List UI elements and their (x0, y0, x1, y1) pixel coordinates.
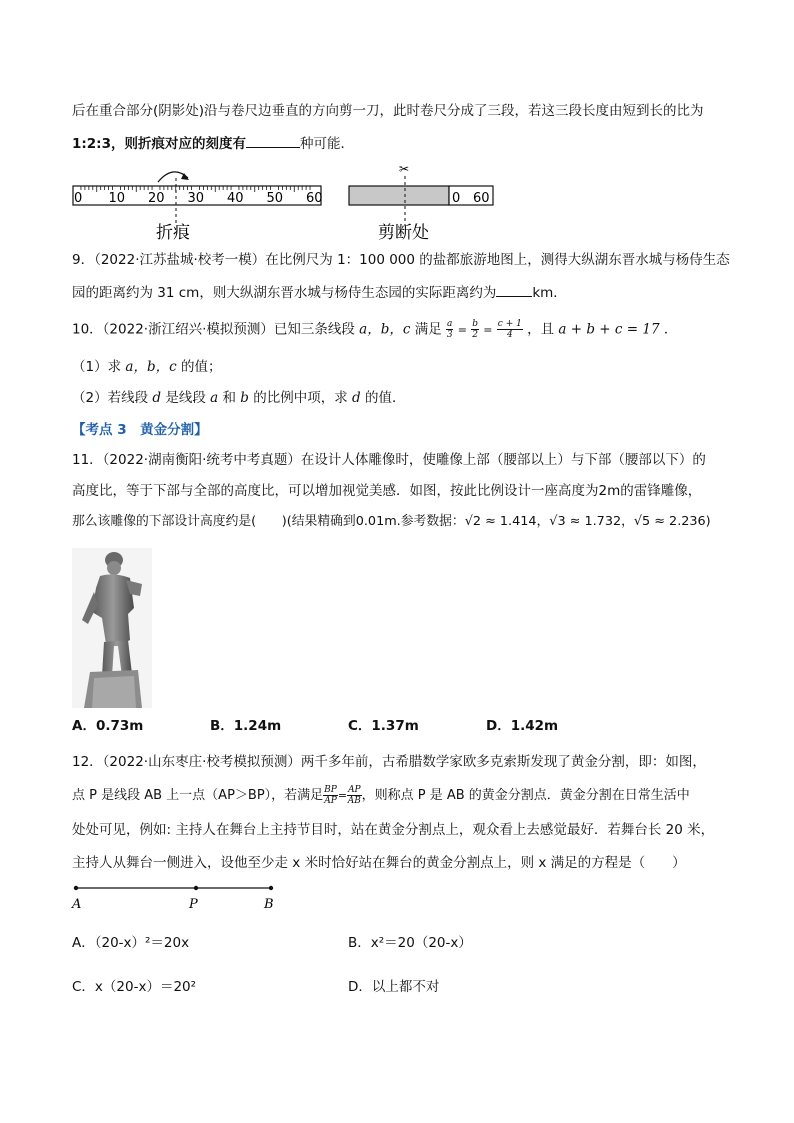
ruler-right-shaded (349, 186, 449, 205)
q9-line2-b: km． (532, 285, 567, 301)
q10-end: ． (663, 321, 678, 338)
ruler1-tick-label: 40 (227, 191, 244, 206)
q8-line2-a: 1:2:3，则折痕对应的刻度有 (72, 136, 246, 152)
ruler2-tick-0: 0 (452, 191, 461, 206)
q10-vars: a，b，c (359, 321, 411, 338)
ruler1-tick-label: 30 (187, 191, 205, 206)
q11-line2: 高度比，等于下部与全部的高度比，可以增加视觉美感．如图，按此比例设计一座高度为2m的雷锋雕像， (72, 483, 702, 499)
ruler1-tick-label: 20 (148, 191, 165, 206)
q10-cond: ，且 (527, 321, 555, 338)
q12-line4: 主持人从舞台一侧进入，设他至少走 x 米时恰好站在舞台的黄金分割点上，则 x 满足的方程是（ ） (72, 855, 686, 871)
q12-option-b[interactable]: B．x²＝20（20-x） (348, 935, 472, 951)
q12-segment-figure (68, 880, 288, 914)
q10-sub2: （2）若线段 d 是线段 a 和 b 的比例中项，求 d 的值． (72, 390, 406, 406)
q10-frac3: $\frac{c + 1}{4}$ (497, 319, 522, 340)
q8-line2 (72, 133, 354, 154)
q8-line1: 后在重合部分(阴影处)沿与卷尺边垂直的方向剪一刀，此时卷尺分成了三段，若这三段长度由短到长的比为 (72, 103, 704, 119)
q10-line1: 10．（2022·浙江绍兴·模拟预测）已知三条线段 a，b，c 满足 $\frac{a}{3}$ = $\frac{b}{2}$ = $\frac{c + 1}{4}$ ，且 a + b + c = 17 ． (72, 319, 678, 340)
q11-option-c[interactable]: C．1.37m (348, 718, 419, 734)
ruler2-tick-60: 60 (473, 191, 490, 206)
ruler1-tick-label: 50 (266, 191, 284, 206)
ruler1-tick-label: 0 (74, 191, 83, 206)
q9-line1: 9．（2022·江苏盐城·校考一模）在比例尺为 1：100 000 的盐都旅游地图上，测得大纵湖东晋水城与杨侍生态 (72, 252, 730, 268)
q12-line3: 处处可见，例如: 主持人在舞台上主持节目时，站在黄金分割点上，观众看上去感觉最好．若舞台长 20 米， (72, 822, 715, 838)
q12-line1: 12．（2022·山东枣庄·校考模拟预测）两千多年前，古希腊数学家欧多克索斯发现了黄金分割，即：如图， (72, 754, 706, 770)
q11-option-a[interactable]: A．0.73m (72, 718, 144, 734)
q12-line2-b: ，则称点 P 是 AB 的黄金分割点．黄金分割在日常生活中 (361, 788, 690, 803)
q9-answer-blank (496, 282, 532, 297)
q8-answer-blank (246, 133, 300, 148)
q9-line2 (72, 282, 567, 303)
section-header-golden-ratio: 【考点 3 黄金分割】 (72, 422, 208, 438)
statue-image (72, 548, 152, 708)
seg-label-p: P (189, 897, 198, 912)
scissors-icon: ✂ (399, 162, 410, 176)
q12-frac2: $\frac{AP}{AB}$ (347, 785, 361, 806)
q12-line2: 点 P 是线段 AB 上一点（AP＞BP），若满足 $\frac{BP}{AP}$ = $\frac{AP}{AB}$ ，则称点 P 是 AB 的黄金分割点．黄金分割在日常生活中 (72, 785, 690, 806)
ruler2-caption: 剪断处 (378, 223, 429, 243)
q8-ruler-figure (68, 156, 508, 244)
q12-option-c[interactable]: C．x（20-x）＝20² (72, 979, 197, 995)
q11-line3: 那么该雕像的下部设计高度约是( )(结果精确到0.01m.参考数据：√2 ≈ 1.414，√3 ≈ 1.732，√5 ≈ 2.236) (72, 514, 711, 529)
q10-frac2: $\frac{b}{2}$ (472, 319, 478, 340)
q10-mid: 满足 (414, 321, 442, 338)
q11-option-d[interactable]: D．1.42m (486, 718, 559, 734)
q12-frac1: $\frac{BP}{AP}$ (324, 785, 337, 806)
q11-option-b[interactable]: B．1.24m (210, 718, 282, 734)
seg-label-b: B (264, 897, 274, 912)
q12-option-d[interactable]: D．以上都不对 (348, 979, 440, 995)
q12-option-a[interactable]: A．（20-x）²＝20x (72, 935, 190, 951)
q10-sum: a + b + c = 17 (558, 321, 660, 338)
ruler1-tick-label: 60 (306, 191, 323, 206)
seg-label-a: A (72, 897, 82, 912)
q10-frac1: $\frac{a}{3}$ (446, 319, 453, 340)
ruler1-tick-label: 10 (108, 191, 126, 206)
ruler1-caption: 折痕 (156, 223, 190, 243)
q10-sub1: （1）求 a，b，c 的值； (72, 359, 222, 375)
q11-line1: 11．（2022·湖南衡阳·统考中考真题）在设计人体雕像时，使雕像上部（腰部以上）与下部（腰部以下）的 (72, 452, 706, 468)
q9-line2-a: 园的距离约为 31 cm，则大纵湖东晋水城与杨侍生态园的实际距离约为 (72, 285, 497, 301)
q12-line2-a: 点 P 是线段 AB 上一点（AP＞BP），若满足 (72, 788, 324, 803)
q10-prefix: 10．（2022·浙江绍兴·模拟预测）已知三条线段 (72, 321, 355, 338)
q8-line2-b: 种可能． (299, 136, 354, 152)
